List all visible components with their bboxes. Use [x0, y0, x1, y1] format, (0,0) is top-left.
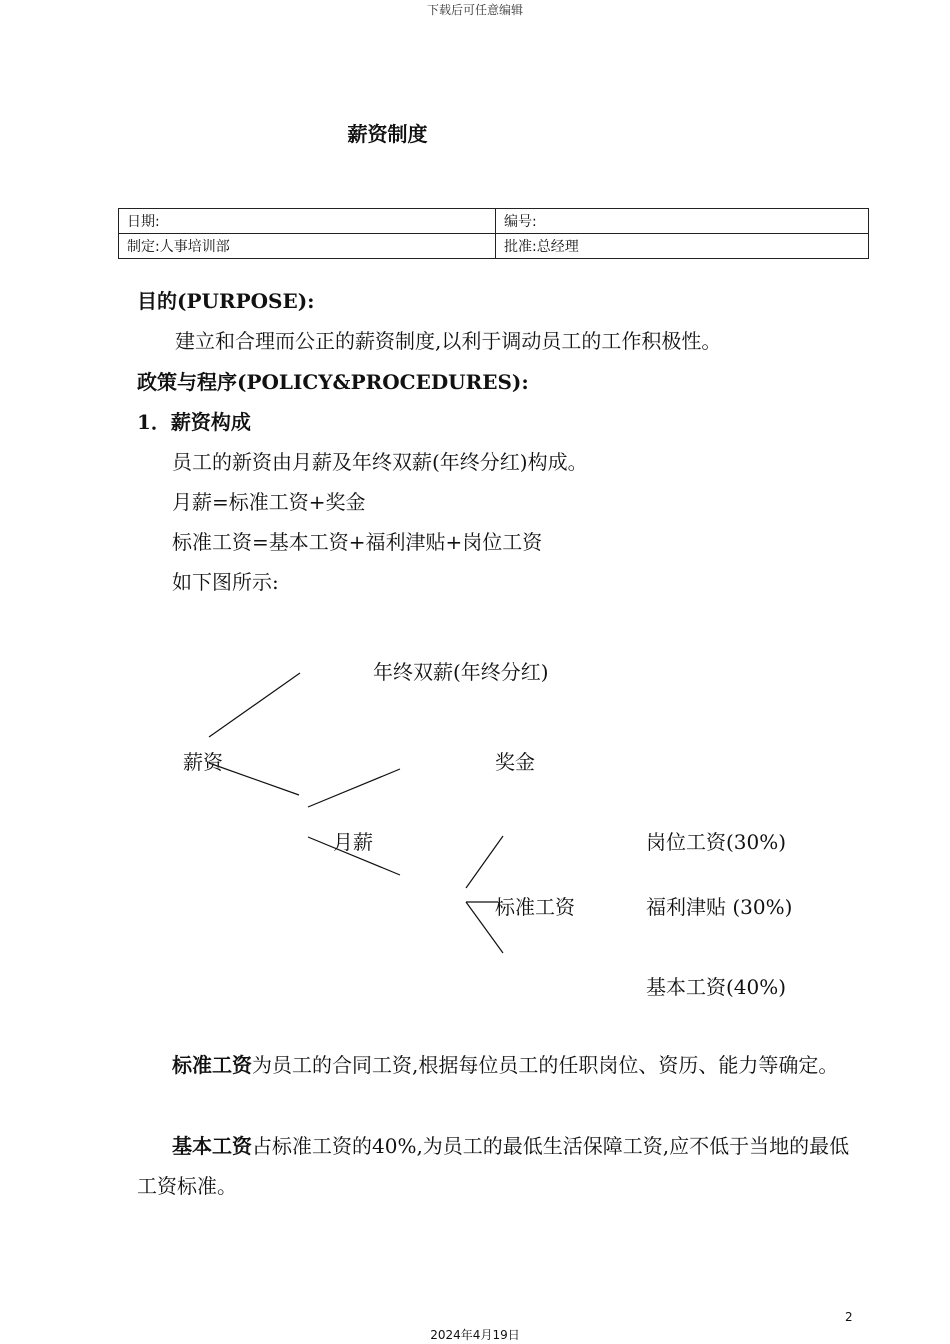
node-year-end: 年终双薪(年终分红): [373, 660, 549, 684]
section1-line: 标准工资=基本工资+福利津贴+岗位工资: [172, 530, 543, 554]
date-cell: 日期:: [119, 209, 496, 234]
section1-line: 员工的新资由月薪及年终双薪(年终分红)构成。: [172, 450, 588, 474]
node-standard-pay: 标准工资: [495, 895, 575, 919]
made-by-cell: 制定:人事培训部: [119, 234, 496, 259]
node-root-salary: 薪资: [183, 750, 223, 774]
branch-line-monthly-bonus: [308, 769, 400, 807]
page-number: 2: [845, 1310, 853, 1324]
node-basic-pay: 基本工资(40%): [646, 975, 787, 999]
paragraph-standard-pay: [137, 1045, 862, 1085]
node-position-pay: 岗位工资(30%): [646, 830, 787, 854]
section1-heading: 1．薪资构成: [137, 410, 251, 434]
info-table: [118, 208, 869, 259]
section1-line: 如下图所示:: [172, 570, 279, 594]
purpose-heading: 目的(PURPOSE):: [137, 289, 315, 313]
number-cell: 编号:: [496, 209, 869, 234]
header-note: 下载后可任意编辑: [426, 3, 523, 17]
policy-heading: 政策与程序(POLICY&PROCEDURES):: [137, 370, 529, 394]
paragraph-basic-pay: [137, 1126, 862, 1206]
branch-line-root-yearend: [209, 673, 300, 737]
paragraph-term: 基本工资: [172, 1134, 252, 1158]
node-bonus: 奖金: [495, 750, 535, 774]
purpose-text: 建立和合理而公正的薪资制度,以利于调动员工的工作积极性。: [175, 329, 722, 353]
paragraph-text: 为员工的合同工资,根据每位员工的任职岗位、资历、能力等确定。: [252, 1053, 839, 1077]
section1-line: 月薪=标准工资+奖金: [172, 490, 366, 514]
approved-by-cell: 批准:总经理: [496, 234, 869, 259]
node-monthly: 月薪: [333, 830, 373, 854]
paragraph-text: 占标准工资的40%,为员工的最低生活保障工资,应不低于当地的最低工资标准。: [137, 1134, 850, 1198]
document-title: 薪资制度: [347, 122, 428, 146]
paragraph-term: 标准工资: [172, 1053, 252, 1077]
node-welfare: 福利津贴 (30%): [646, 895, 793, 919]
footer-date: 2024年4月19日: [430, 1328, 520, 1342]
branch-line-standard-up: [466, 836, 503, 888]
